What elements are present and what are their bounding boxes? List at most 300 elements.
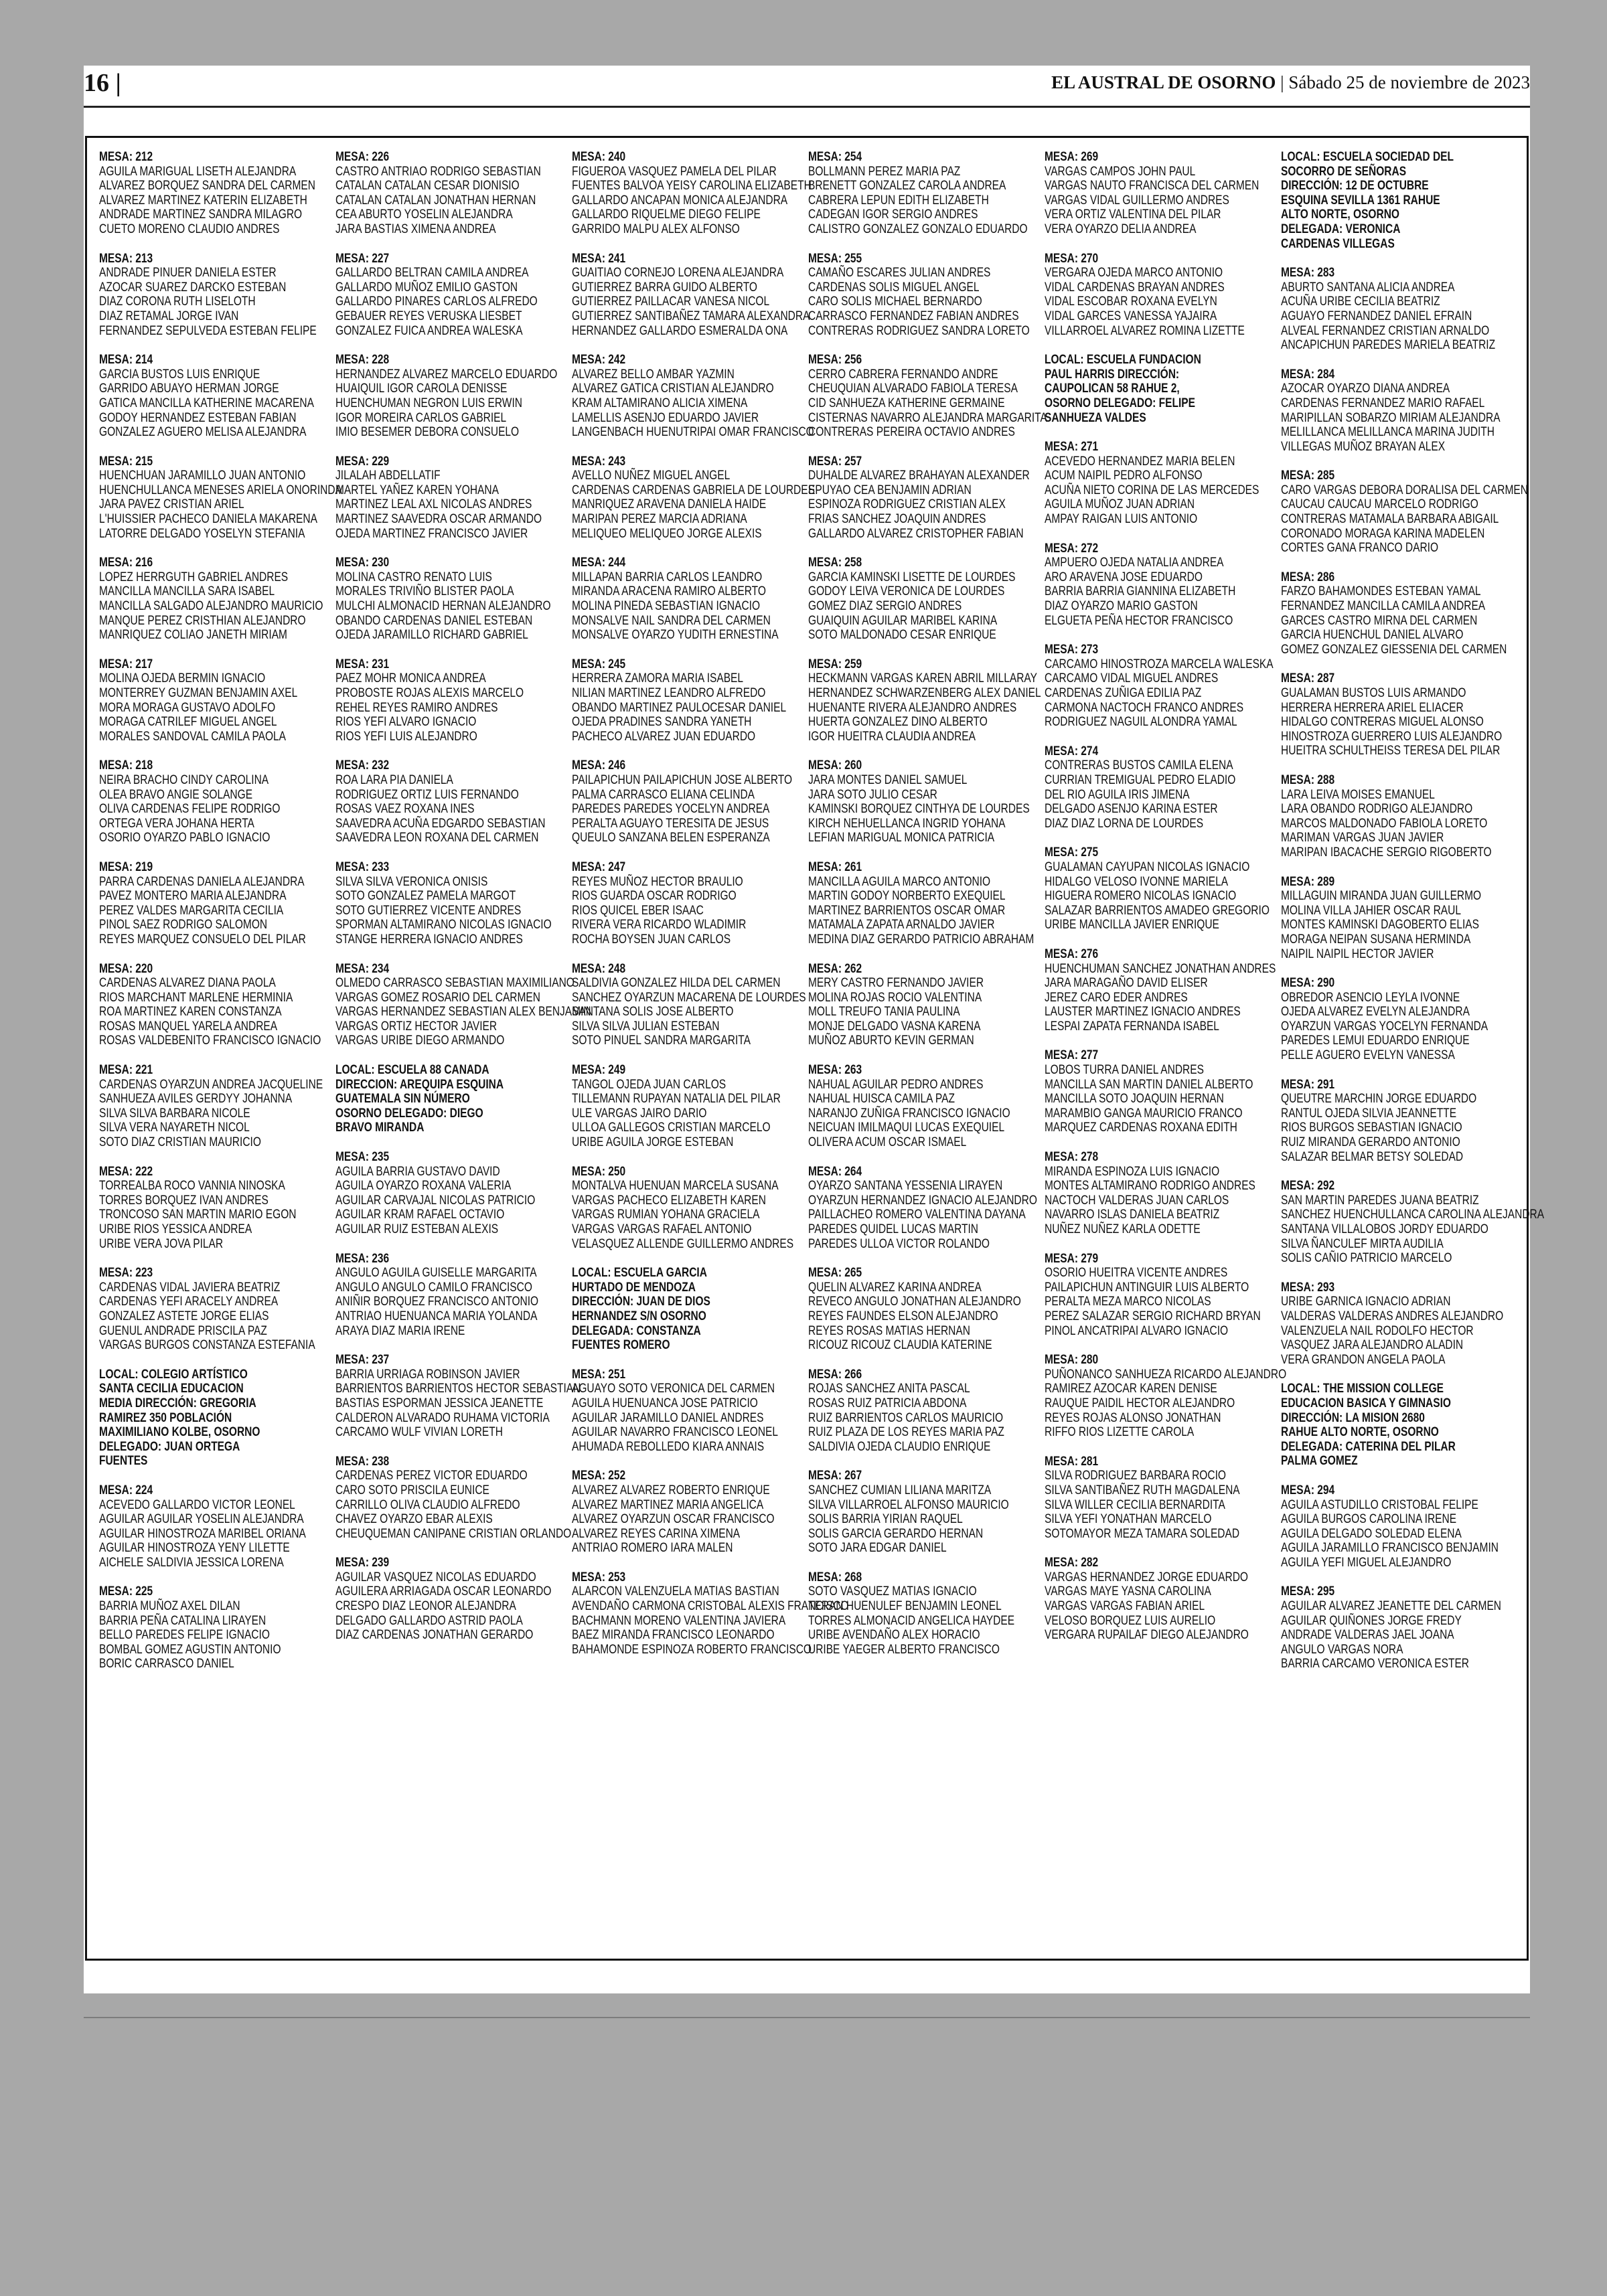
member-name: AGUILA OYARZO ROXANA VALERIA	[335, 1178, 512, 1194]
member-name: ANDRADE VALDERAS JAEL JOANA	[1281, 1627, 1454, 1643]
member-name: AGUILA JARAMILLO FRANCISCO BENJAMIN	[1281, 1540, 1499, 1556]
member-name: NAVARRO ISLAS DANIELA BEATRIZ	[1045, 1207, 1220, 1222]
mesa-title: MESA: 269	[1045, 149, 1099, 164]
mesa-title: MESA: 214	[99, 352, 153, 367]
member-name: HIDALGO VELOSO IVONNE MARIELA	[1045, 874, 1229, 889]
member-name: JARA BASTIAS XIMENA ANDREA	[335, 221, 496, 236]
member-name: HUENCHULLANCA MENESES ARIELA ONORINDA	[99, 482, 342, 497]
member-name: PINOL ANCATRIPAI ALVARO IGNACIO	[1045, 1323, 1229, 1338]
mesa-block	[99, 352, 314, 440]
member-name: HIDALGO CONTRERAS MIGUEL ALONSO	[1281, 714, 1484, 730]
member-name: RIOS BURGOS SEBASTIAN IGNACIO	[1281, 1120, 1462, 1135]
mesa-title: MESA: 264	[808, 1163, 862, 1179]
member-name: ANCAPICHUN PAREDES MARIELA BEATRIZ	[1281, 337, 1496, 353]
member-name: HUENANTE RIVERA ALEJANDRO ANDRES	[808, 700, 1017, 715]
member-name: SAN MARTIN PAREDES JUANA BEATRIZ	[1281, 1192, 1479, 1208]
member-name: CARCAMO HINOSTROZA MARCELA WALESKA	[1045, 656, 1274, 671]
member-name: RIFFO RIOS LIZETTE CAROLA	[1045, 1424, 1195, 1440]
member-name: ALVAREZ BORQUEZ SANDRA DEL CARMEN	[99, 178, 315, 193]
mesa-block	[572, 1163, 794, 1252]
member-name: HERRERA ZAMORA MARIA ISABEL	[572, 671, 744, 686]
mesa-title: MESA: 230	[335, 555, 390, 570]
mesa-title: MESA: 244	[572, 555, 626, 570]
mesa-title: MESA: 285	[1281, 468, 1335, 483]
mesa-title: MESA: 295	[1281, 1584, 1335, 1599]
member-name: PUÑONANCO SANHUEZA RICARDO ALEJANDRO	[1045, 1366, 1287, 1382]
mesa-title: MESA: 284	[1281, 366, 1335, 382]
member-name: VALENZUELA NAIL RODOLFO HECTOR	[1281, 1323, 1474, 1338]
member-name: REYES MARQUEZ CONSUELO DEL PILAR	[99, 931, 306, 947]
mesa-title: MESA: 229	[335, 453, 390, 469]
member-name: URIBE AGUILA JORGE ESTEBAN	[572, 1135, 734, 1150]
mesa-title: MESA: 271	[1045, 439, 1099, 455]
member-name: MILLAGUIN MIRANDA JUAN GUILLERMO	[1281, 888, 1482, 904]
member-name: SANTANA VILLALOBOS JORDY EDUARDO	[1281, 1222, 1488, 1236]
member-name: CERRO CABRERA FERNANDO ANDRE	[808, 366, 998, 382]
member-name: PAILAPICHUN ANTINGUIR LUIS ALBERTO	[1045, 1279, 1249, 1295]
member-name: TORREALBA ROCO VANNIA NINOSKA	[99, 1178, 285, 1194]
member-name: VARGAS NAUTO FRANCISCA DEL CARMEN	[1045, 178, 1259, 193]
member-name: MARIPAN PEREZ MARCIA ADRIANA	[572, 511, 747, 527]
member-name: NILIAN MARTINEZ LEANDRO ALFREDO	[572, 685, 766, 700]
member-name: CATALAN CATALAN CESAR DIONISIO	[335, 178, 520, 193]
member-name: VARGAS VIDAL GUILLERMO ANDRES	[1045, 192, 1229, 208]
mesa-block	[1045, 149, 1259, 237]
member-name: PAREDES QUIDEL LUCAS MARTIN	[808, 1222, 979, 1236]
polling-table-frame	[85, 136, 1545, 1961]
member-name: ANTRIAO HUENUANCA MARIA YOLANDA	[335, 1308, 538, 1323]
member-name: REHEL REYES RAMIRO ANDRES	[335, 700, 498, 715]
member-name: MONTES KAMINSKI DAGOBERTO ELIAS	[1281, 917, 1479, 932]
mesa-title: MESA: 221	[99, 1062, 153, 1078]
member-name: SALAZAR BARRIENTOS AMADEO GREGORIO	[1045, 902, 1270, 918]
mesa-title: MESA: 281	[1045, 1453, 1099, 1469]
mesa-title: MESA: 218	[99, 758, 153, 773]
mesa-title: MESA: 233	[335, 859, 390, 874]
member-name: ALVAREZ BELLO AMBAR YAZMIN	[572, 366, 735, 382]
mesa-block	[572, 860, 751, 947]
member-name: MOLINA OJEDA BERMIN IGNACIO	[99, 671, 266, 686]
mesa-block	[1281, 265, 1496, 353]
mesa-title: MESA: 232	[335, 758, 390, 773]
member-name: TERAN HUENULEF BENJAMIN LEONEL	[808, 1598, 1002, 1614]
member-name: MONSALVE NAIL SANDRA DEL CARMEN	[572, 612, 771, 628]
member-name: BAEZ MIRANDA FRANCISCO LEONARDO	[572, 1627, 775, 1643]
mesa-block	[808, 453, 1030, 542]
member-name: SOLIS GARCIA GERARDO HERNAN	[808, 1526, 984, 1541]
member-name: BARRIA CARCAMO VERONICA ESTER	[1281, 1656, 1470, 1671]
mesa-title: MESA: 262	[808, 961, 862, 976]
member-name: CARO SOLIS MICHAEL BERNARDO	[808, 294, 982, 309]
mesa-title: MESA: 255	[808, 250, 862, 266]
member-name: CHAVEZ OYARZO EBAR ALEXIS	[335, 1511, 493, 1527]
member-name: LOBOS TURRA DANIEL ANDRES	[1045, 1062, 1204, 1078]
member-name: FERNANDEZ SEPULVEDA ESTEBAN FELIPE	[99, 323, 317, 338]
member-name: VIDAL GARCES VANESSA YAJAIRA	[1045, 308, 1217, 323]
member-name: MORALES SANDOVAL CAMILA PAOLA	[99, 728, 287, 744]
member-name: SILVA RODRIGUEZ BARBARA ROCIO	[1045, 1468, 1226, 1483]
member-name: RODRIGUEZ NAGUIL ALONDRA YAMAL	[1045, 714, 1237, 730]
member-name: VARGAS PACHECO ELIZABETH KAREN	[572, 1192, 766, 1208]
member-name: MANCILLA SAN MARTIN DANIEL ALBERTO	[1045, 1076, 1253, 1092]
member-name: MANCILLA AGUILA MARCO ANTONIO	[808, 874, 991, 889]
member-name: CARDENAS YEFI ARACELY ANDREA	[99, 1294, 279, 1309]
mesa-title: MESA: 219	[99, 859, 153, 874]
mesa-title: MESA: 288	[1281, 772, 1335, 787]
member-name: ROCHA BOYSEN JUAN CARLOS	[572, 931, 731, 947]
member-name: SILVA SILVA VERONICA ONISIS	[335, 874, 488, 889]
member-name: CARMONA NACTOCH FRANCO ANDRES	[1045, 700, 1244, 715]
member-name: MARQUEZ CARDENAS ROXANA EDITH	[1045, 1120, 1237, 1135]
mesa-block	[1281, 772, 1492, 860]
polling-location-header: LOCAL: ESCUELA GARCIA HURTADO DE MENDOZA DIRECCIÓN: JUAN DE DIOS HERNANDEZ S/N OSORNO DELEGADA: CONSTANZA FUENTES ROMERO	[572, 1265, 710, 1353]
member-name: CISTERNAS NAVARRO ALEJANDRA MARGARITA	[808, 410, 1047, 425]
member-name: AGUILA BARRIA GUSTAVO DAVID	[335, 1163, 500, 1179]
mesa-block	[1281, 874, 1482, 962]
mesa-title: MESA: 248	[572, 961, 626, 976]
member-name: CARO SOTO PRISCILA EUNICE	[335, 1482, 489, 1497]
mesa-block	[572, 1468, 775, 1556]
member-name: SANHUEZA AVILES GERDYY JOHANNA	[99, 1091, 293, 1106]
member-name: SAAVEDRA LEON ROXANA DEL CARMEN	[335, 830, 539, 845]
member-name: OJEDA PRADINES SANDRA YANETH	[572, 714, 752, 730]
member-name: SOTO MALDONADO CESAR ENRIQUE	[808, 627, 996, 643]
member-name: ULLOA GALLEGOS CRISTIAN MARCELO	[572, 1120, 771, 1135]
mesa-block	[99, 250, 317, 339]
member-name: GODOY LEIVA VERONICA DE LOURDES	[808, 584, 1005, 599]
mesa-block	[335, 859, 552, 947]
member-name: ROSAS VAEZ ROXANA INES	[335, 801, 475, 817]
member-name: HUAIQUIL IGOR CAROLA DENISSE	[335, 381, 508, 396]
mesa-block	[1281, 468, 1528, 556]
mesa-title: MESA: 247	[572, 859, 626, 874]
member-name: SAAVEDRA ACUÑA EDGARDO SEBASTIAN	[335, 815, 546, 831]
member-name: HERNANDEZ SCHWARZENBERG ALEX DANIEL	[808, 685, 1041, 700]
mesa-block	[1045, 1048, 1253, 1135]
member-name: AGUILAR KRAM RAFAEL OCTAVIO	[335, 1207, 505, 1222]
member-name: MARCOS MALDONADO FABIOLA LORETO	[1281, 815, 1488, 831]
member-name: SANCHEZ HUENCHULLANCA CAROLINA ALEJANDRA	[1281, 1207, 1545, 1222]
mesa-title: MESA: 236	[335, 1250, 390, 1266]
member-name: OLIVERA ACUM OSCAR ISMAEL	[808, 1135, 967, 1150]
mesa-title: MESA: 290	[1281, 975, 1335, 991]
mesa-block	[335, 1149, 536, 1237]
mesa-title: MESA: 241	[572, 250, 626, 266]
member-name: NAHUAL HUISCA CAMILA PAZ	[808, 1091, 955, 1106]
mesa-title: MESA: 226	[335, 149, 390, 164]
member-name: CAMAÑO ESCARES JULIAN ANDRES	[808, 265, 991, 280]
mesa-block	[99, 149, 315, 237]
mesa-block	[99, 961, 321, 1049]
member-name: REYES ROSAS MATIAS HERNAN	[808, 1323, 970, 1338]
member-name: ROSAS RUIZ PATRICIA ABDONA	[808, 1395, 967, 1410]
member-name: CHEUQUEMAN CANIPANE CRISTIAN ORLANDO	[335, 1526, 572, 1541]
member-name: AGUILAR CARVAJAL NICOLAS PATRICIO	[335, 1192, 536, 1208]
mesa-block	[1281, 1076, 1477, 1165]
member-name: MILLAPAN BARRIA CARLOS LEANDRO	[572, 569, 763, 584]
member-name: GOMEZ DIAZ SERGIO ANDRES	[808, 598, 962, 614]
member-name: ACUM NAIPIL PEDRO ALFONSO	[1045, 468, 1203, 483]
member-name: URIBE AVENDAÑO ALEX HORACIO	[808, 1627, 980, 1643]
polling-location-header: LOCAL: ESCUELA 88 CANADA DIRECCION: AREQUIPA ESQUINA GUATEMALA SIN NÚMERO OSORNO DELEGADO: DIEGO BRAVO MIRANDA	[335, 1062, 504, 1135]
mesa-block	[808, 758, 1030, 845]
member-name: ALARCON VALENZUELA MATIAS BASTIAN	[572, 1584, 779, 1599]
mesa-title: MESA: 274	[1045, 743, 1099, 758]
member-name: BRENETT GONZALEZ CAROLA ANDREA	[808, 178, 1006, 193]
member-name: AVENDAÑO CARMONA CRISTOBAL ALEXIS FRANCISCO	[572, 1598, 849, 1614]
member-name: AMPUERO OJEDA NATALIA ANDREA	[1045, 555, 1224, 570]
member-name: VERA OYARZO DELIA ANDREA	[1045, 221, 1197, 236]
mesa-title: MESA: 256	[808, 352, 862, 367]
mesa-block	[808, 555, 1016, 643]
member-name: AZOCAR OYARZO DIANA ANDREA	[1281, 381, 1450, 396]
member-name: LATORRE DELGADO YOSELYN STEFANIA	[99, 525, 305, 541]
member-name: ROSAS MANQUEL YARELA ANDREA	[99, 1018, 278, 1034]
member-name: HERRERA HERRERA ARIEL ELIACER	[1281, 700, 1464, 715]
mesa-title: MESA: 215	[99, 453, 153, 469]
mesa-title: MESA: 251	[572, 1366, 626, 1382]
member-name: CATALAN CATALAN JONATHAN HERNAN	[335, 192, 536, 208]
member-name: SALAZAR BELMAR BETSY SOLEDAD	[1281, 1149, 1464, 1164]
member-name: CARDENAS OYARZUN ANDREA JACQUELINE	[99, 1076, 323, 1092]
mesa-title: MESA: 278	[1045, 1149, 1099, 1165]
member-name: MONJE DELGADO VASNA KARENA	[808, 1018, 981, 1034]
member-name: GUALAMAN BUSTOS LUIS ARMANDO	[1281, 685, 1466, 700]
mesa-block	[99, 758, 279, 845]
member-name: NEICUAN IMILMAQUI LUCAS EXEQUIEL	[808, 1120, 1005, 1135]
mesa-title: MESA: 220	[99, 961, 153, 976]
member-name: MORALES TRIVIÑO BLISTER PAOLA	[335, 584, 514, 599]
member-name: VELOSO BORQUEZ LUIS AURELIO	[1045, 1613, 1216, 1628]
mesa-block	[572, 758, 793, 845]
member-name: SILVA VILLARROEL ALFONSO MAURICIO	[808, 1497, 1009, 1512]
member-name: RODRIGUEZ ORTIZ LUIS FERNANDO	[335, 787, 519, 802]
member-name: HUENCHUAN JARAMILLO JUAN ANTONIO	[99, 468, 306, 483]
member-name: LESPAI ZAPATA FERNANDA ISABEL	[1045, 1018, 1219, 1034]
member-name: VARGAS VARGAS FABIAN ARIEL	[1045, 1598, 1205, 1614]
mesa-block	[1045, 743, 1236, 831]
member-name: URIBE VERA JOVA PILAR	[99, 1236, 224, 1251]
member-name: SILVA VERA NAYARETH NICOL	[99, 1120, 250, 1135]
mesa-block	[335, 656, 524, 744]
member-name: MORAGA NEIPAN SUSANA HERMINDA	[1281, 931, 1471, 947]
mesa-title: MESA: 283	[1281, 265, 1335, 280]
member-name: DUHALDE ALVAREZ BRAHAYAN ALEXANDER	[808, 468, 1030, 483]
member-name: GARCIA HUENCHUL DANIEL ALVARO	[1281, 627, 1464, 643]
mesa-block	[1281, 671, 1503, 758]
mesa-block	[572, 555, 779, 643]
member-name: AGUILAR NAVARRO FRANCISCO LEONEL	[572, 1424, 779, 1440]
member-name: L'HUISSIER PACHECO DANIELA MAKARENA	[99, 511, 317, 527]
member-name: MELILLANCA MELILLANCA MARINA JUDITH	[1281, 424, 1495, 440]
member-name: CADEGAN IGOR SERGIO ANDRES	[808, 207, 978, 222]
member-name: QUEULO SANZANA BELEN ESPERANZA	[572, 830, 770, 845]
mesa-title: MESA: 212	[99, 149, 153, 164]
member-name: AGUILAR AGUILAR YOSELIN ALEJANDRA	[99, 1511, 304, 1527]
member-name: ORTEGA VERA JOHANA HERTA	[99, 815, 254, 831]
mesa-title: MESA: 294	[1281, 1482, 1335, 1497]
member-name: ALVEAL FERNANDEZ CRISTIAN ARNALDO	[1281, 323, 1490, 338]
member-name: CARCAMO WULF VIVIAN LORETH	[335, 1424, 503, 1440]
member-name: MARIPAN IBACACHE SERGIO RIGOBERTO	[1281, 844, 1492, 859]
mesa-title: MESA: 259	[808, 656, 862, 671]
polling-location-header: LOCAL: ESCUELA SOCIEDAD DEL SOCORRO DE SEÑORAS DIRECCIÓN: 12 DE OCTUBRE ESQUINA SEVILLA 1361 RAHUE ALTO NORTE, OSORNO DELEGADA: VERONICA CARDENAS VILLEGAS	[1281, 149, 1454, 251]
mesa-title: MESA: 249	[572, 1062, 626, 1078]
member-name: CARDENAS FERNANDEZ MARIO RAFAEL	[1281, 395, 1485, 410]
member-name: MERY CASTRO FERNANDO JAVIER	[808, 975, 984, 991]
member-name: MIRANDA ESPINOZA LUIS IGNACIO	[1045, 1163, 1220, 1179]
member-name: CARDENAS VIDAL JAVIERA BEATRIZ	[99, 1279, 281, 1295]
member-name: IGOR MOREIRA CARLOS GABRIEL	[335, 410, 507, 425]
member-name: KIRCH NEHUELLANCA INGRID YOHANA	[808, 815, 1006, 831]
member-name: SALDIVIA GONZALEZ HILDA DEL CARMEN	[572, 975, 781, 991]
member-name: PAVEZ MONTERO MARIA ALEJANDRA	[99, 888, 287, 904]
member-name: GEBAUER REYES VERUSKA LIESBET	[335, 308, 522, 323]
member-name: URIBE RIOS YESSICA ANDREA	[99, 1222, 252, 1236]
member-name: GUTIERREZ PAILLACAR VANESA NICOL	[572, 294, 770, 309]
member-name: JARA SOTO JULIO CESAR	[808, 787, 937, 802]
mesa-block	[335, 1555, 552, 1643]
member-name: DELGADO ASENJO KARINA ESTER	[1045, 801, 1218, 817]
mesa-block	[1045, 642, 1274, 730]
member-name: MARTIN GODOY NORBERTO EXEQUIEL	[808, 888, 1006, 904]
member-name: AGUILAR RUIZ ESTEBAN ALEXIS	[335, 1222, 499, 1236]
member-name: AGUILA DELGADO SOLEDAD ELENA	[1281, 1526, 1462, 1541]
member-name: CARDENAS SOLIS MIGUEL ANGEL	[808, 279, 980, 295]
member-name: FUENTES BALVOA YEISY CAROLINA ELIZABETH	[572, 178, 812, 193]
member-name: RIOS YEFI LUIS ALEJANDRO	[335, 728, 477, 744]
member-name: AGUILA MARIGUAL LISETH ALEJANDRA	[99, 163, 297, 179]
mesa-title: MESA: 222	[99, 1163, 153, 1179]
member-name: AHUMADA REBOLLEDO KIARA ANNAIS	[572, 1439, 765, 1454]
member-name: NACTOCH VALDERAS JUAN CARLOS	[1045, 1192, 1229, 1208]
mesa-title: MESA: 234	[335, 961, 390, 976]
member-name: BARRIA BARRIA GIANNINA ELIZABETH	[1045, 584, 1236, 599]
mesa-block	[808, 352, 1047, 440]
member-name: TRONCOSO SAN MARTIN MARIO EGON	[99, 1207, 297, 1222]
member-name: LEFIAN MARIGUAL MONICA PATRICIA	[808, 830, 995, 845]
member-name: OSORIO OYARZO PABLO IGNACIO	[99, 830, 271, 845]
member-name: DIAZ OYARZO MARIO GASTON	[1045, 598, 1198, 614]
member-name: AGUILAR VASQUEZ NICOLAS EDUARDO	[335, 1569, 536, 1584]
member-name: TORRES BORQUEZ IVAN ANDRES	[99, 1192, 269, 1208]
mesa-title: MESA: 270	[1045, 250, 1099, 266]
member-name: OJEDA ALVAREZ EVELYN ALEJANDRA	[1281, 1004, 1470, 1019]
member-name: MARTEL YAÑEZ KAREN YOHANA	[335, 482, 499, 497]
member-name: ELGUETA PEÑA HECTOR FRANCISCO	[1045, 612, 1233, 628]
mesa-block	[99, 1265, 315, 1353]
mesa-block	[1045, 1352, 1287, 1440]
mesa-title: MESA: 216	[99, 555, 153, 570]
member-name: GARCES CASTRO MIRNA DEL CARMEN	[1281, 612, 1478, 628]
member-name: SOTO DIAZ CRISTIAN MAURICIO	[99, 1135, 261, 1150]
member-name: MOLINA VILLA JAHIER OSCAR RAUL	[1281, 902, 1461, 918]
member-name: CRESPO DIAZ LEONOR ALEJANDRA	[335, 1598, 516, 1614]
member-name: JARA PAVEZ CRISTIAN ARIEL	[99, 497, 244, 512]
member-name: OYARZUN VARGAS YOCELYN FERNANDA	[1281, 1018, 1488, 1034]
member-name: AGUAYO SOTO VERONICA DEL CARMEN	[572, 1381, 775, 1396]
member-name: MARIMAN VARGAS JUAN JAVIER	[1281, 830, 1444, 845]
mesa-block	[1045, 946, 1276, 1034]
member-name: ESPINOZA RODRIGUEZ CRISTIAN ALEX	[808, 497, 1006, 512]
mesa-title: MESA: 253	[572, 1569, 626, 1584]
newspaper-page	[84, 66, 1545, 1993]
member-name: SILVA SILVA BARBARA NICOLE	[99, 1105, 250, 1121]
member-name: GONZALEZ AGUERO MELISA ALEJANDRA	[99, 424, 307, 440]
member-name: MANCILLA SOTO JOAQUIN HERNAN	[1045, 1091, 1224, 1106]
member-name: MONTALVA HUENUAN MARCELA SUSANA	[572, 1178, 779, 1194]
member-name: CASTRO ANTRIAO RODRIGO SEBASTIAN	[335, 163, 541, 179]
member-name: OYARZO SANTANA YESSENIA LIRAYEN	[808, 1178, 1003, 1194]
member-name: HUENCHUMAN NEGRON LUIS ERWIN	[335, 395, 522, 410]
member-name: GUTIERREZ SANTIBAÑEZ TAMARA ALEXANDRA	[572, 308, 810, 323]
member-name: AGUILAR ALVAREZ JEANETTE DEL CARMEN	[1281, 1598, 1501, 1614]
member-name: RUIZ MIRANDA GERARDO ANTONIO	[1281, 1135, 1460, 1150]
member-name: QUELIN ALVAREZ KARINA ANDREA	[808, 1279, 982, 1295]
mesa-block	[1045, 540, 1236, 629]
mesa-block	[1045, 845, 1270, 932]
member-name: RANTUL OJEDA SILVIA JEANNETTE	[1281, 1105, 1457, 1121]
member-name: OLMEDO CARRASCO SEBASTIAN MAXIMILIANO	[335, 975, 575, 991]
member-name: PAEZ MOHR MONICA ANDREA	[335, 671, 486, 686]
member-name: VALDERAS VALDERAS ANDRES ALEJANDRO	[1281, 1308, 1504, 1323]
publication-date: | Sábado 25 de noviembre de 2023	[1280, 72, 1530, 92]
member-name: CARRILLO OLIVA CLAUDIO ALFREDO	[335, 1497, 520, 1512]
member-name: BORIC CARRASCO DANIEL	[99, 1656, 234, 1671]
member-name: GARCIA KAMINSKI LISETTE DE LOURDES	[808, 569, 1016, 584]
member-name: GARRIDO MALPU ALEX ALFONSO	[572, 221, 740, 236]
member-name: ACUÑA NIETO CORINA DE LAS MERCEDES	[1045, 482, 1259, 497]
member-name: SILVA ÑANCULEF MIRTA AUDILIA	[1281, 1236, 1444, 1251]
member-name: VARGAS RUMIAN YOHANA GRACIELA	[572, 1207, 760, 1222]
member-name: RIOS YEFI ALVARO IGNACIO	[335, 714, 477, 730]
mesa-title: MESA: 292	[1281, 1178, 1335, 1194]
column-6	[1281, 149, 1545, 1686]
member-name: GATICA MANCILLA KATHERINE MACARENA	[99, 395, 314, 410]
member-name: PAILLACHEO ROMERO VALENTINA DAYANA	[808, 1207, 1026, 1222]
member-name: GUAIQUIN AGUILAR MARIBEL KARINA	[808, 612, 998, 628]
member-name: AGUILAR HINOSTROZA MARIBEL ORIANA	[99, 1526, 306, 1541]
polling-location-header: LOCAL: THE MISSION COLLEGE EDUCACION BASICA Y GIMNASIO DIRECCIÓN: LA MISION 2680 RAHUE ALTO NORTE, OSORNO DELEGADA: CATERINA DEL PILAR PALMA GOMEZ	[1281, 1381, 1456, 1469]
member-name: URIBE MANCILLA JAVIER ENRIQUE	[1045, 917, 1219, 932]
member-name: CEA ABURTO YOSELIN ALEJANDRA	[335, 207, 513, 222]
member-name: SILVA WILLER CECILIA BERNARDITA	[1045, 1497, 1225, 1512]
member-name: RICOUZ RICOUZ CLAUDIA KATERINE	[808, 1337, 992, 1353]
member-name: SOTOMAYOR MEZA TAMARA SOLEDAD	[1045, 1526, 1240, 1541]
member-name: LAMELLIS ASENJO EDUARDO JAVIER	[572, 410, 759, 425]
newspaper-name: EL AUSTRAL DE OSORNO	[1051, 72, 1276, 92]
member-name: AGUAYO FERNANDEZ DANIEL EFRAIN	[1281, 308, 1472, 323]
mesa-title: MESA: 235	[335, 1149, 390, 1165]
member-name: AMPAY RAIGAN LUIS ANTONIO	[1045, 511, 1198, 527]
mesa-block	[572, 149, 812, 237]
member-name: BOMBAL GOMEZ AGUSTIN ANTONIO	[99, 1641, 281, 1657]
member-name: RAUQUE PAIDIL HECTOR ALEJANDRO	[1045, 1395, 1235, 1410]
member-name: BARRIA PEÑA CATALINA LIRAYEN	[99, 1613, 266, 1628]
member-name: HECKMANN VARGAS KAREN ABRIL MILLARAY	[808, 671, 1037, 686]
member-name: MARAMBIO GANGA MAURICIO FRANCO	[1045, 1105, 1243, 1121]
mesa-block	[1045, 1555, 1249, 1643]
mesa-block	[572, 453, 815, 542]
member-name: OBANDO CARDENAS DANIEL ESTEBAN	[335, 612, 533, 628]
mesa-block	[808, 1062, 1010, 1150]
member-name: DIAZ CORONA RUTH LISELOTH	[99, 294, 256, 309]
member-name: CORONADO MORAGA KARINA MADELEN	[1281, 525, 1485, 541]
mesa-title: MESA: 227	[335, 250, 390, 266]
member-name: DIAZ DIAZ LORNA DE LOURDES	[1045, 815, 1204, 831]
member-name: VERA ORTIZ VALENTINA DEL PILAR	[1045, 207, 1221, 222]
member-name: RAMIREZ AZOCAR KAREN DENISE	[1045, 1381, 1217, 1396]
